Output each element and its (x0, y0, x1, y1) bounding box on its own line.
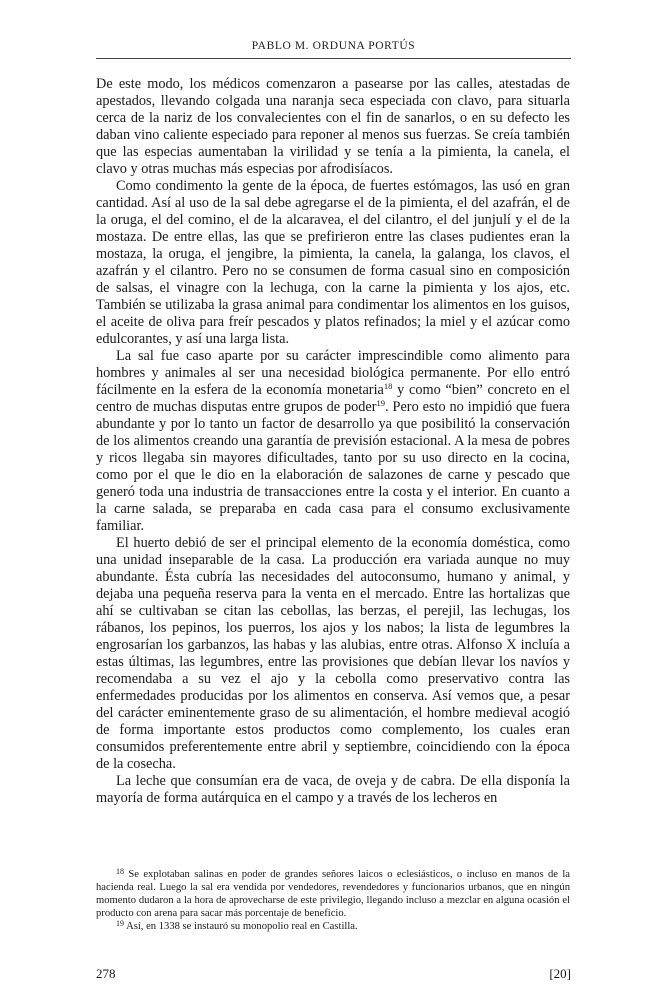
footnote-19-mark: 19 (116, 919, 124, 928)
bracket-page-number: [20] (549, 966, 571, 981)
footnote-18-text: Se explotaban salinas en poder de grandes señores laicos o eclesiásticos, o incluso en manos de la hacienda real. Luego la sal era vendida por vendedores, revendedores y funcionarios urbanos, que en ningún momento dudaron a la hora de aprovecharse de este privilegio, llegando incluso a mezclar en alguna ocasión el producto con arena para sacar más porcentaje de beneficio. (96, 869, 570, 919)
paragraph-5: La leche que consumían era de vaca, de oveja y de cabra. De ella disponía la mayoría de forma autárquica en el campo y a través de los lecheros en (96, 773, 570, 806)
paragraph-2: Como condimento la gente de la época, de fuertes estómagos, las usó en gran cantidad. Así al uso de la sal debe agregarse el de la pimienta, el del azafrán, el de la oruga, el del comino, el de la alcaravea, el del cilantro, el del junjulí y el de la mostaza. De entre ellas, las que se prefirieron entre las clases pudientes eran la mostaza, la oruga, el jengibre, la pimienta, la canela, la galanga, los clavos, el azafrán y el cilantro. Pero no se consumen de forma casual sino en composición de salsas, el vinagre con la lechuga, con la carne la pimienta y los ajos, etc. También se utilizaba la grasa animal para condimentar los alimentos en los guisos, el aceite de oliva para freír pescados y platos refinados; la miel y el azúcar como edulcorantes, y así una larga lista. (96, 178, 570, 347)
body-text (96, 76, 570, 807)
paragraph-3-part-a: La sal fue caso aparte por su carácter imprescindible como alimento para hombres y animales al ser una necesidad biológica permanente. Por ello entró fácilmente en la esfera de la economía monetaria (96, 348, 570, 398)
running-header (96, 40, 571, 59)
footnotes (96, 868, 570, 933)
paragraph-3-part-c: . Pero esto no impidió que fuera abundante y por lo tanto un factor de desarrollo ya que posibilitó la conservación de los alimentos creando una garantía de previsión estacional. A la mesa de pobres y ricos llegaba sin mayores dificultades, tanto por su uso directo en la cocina, como por el que le dio en la elaboración de salazones de carne y pescado que generó toda una industria de transacciones entre la costa y el interior. En cuanto a la carne salada, se preparaba en cada casa para el consumo exclusivamente familiar. (96, 399, 570, 534)
paragraph-4: El huerto debió de ser el principal elemento de la economía doméstica, como una unidad inseparable de la casa. La producción era variada aunque no muy abundante. Ésta cubría las necesidades del autoconsumo, humano y animal, y dejaba una pequeña reserva para la venta en el mercado. Entre las hortalizas que ahí se cultivaban se citan las cebollas, las berzas, el perejil, las lechugas, los rábanos, los pepinos, los puerros, los ajos y los nabos; la lista de legumbres la engrosarían los garbanzos, las habas y las alubias, entre otras. Alfonso X incluía a estas últimas, las legumbres, entre las provisiones que debían llevar los navíos y recomendaba a su vez el ajo y la cebolla como preservativo contra las enfermedades producidas por los alimentos en conserva. Así vemos que, a pesar del carácter eminentemente graso de su alimentación, el hombre medieval acogió de forma importante estos productos como complemento, los cuales eran consumidos preferentemente entre abril y septiembre, coincidiendo con la época de la cosecha. (96, 535, 570, 772)
paragraph-3-part-b: y como “bien” concreto en el centro de muchas disputas entre grupos de poder (96, 382, 570, 415)
footnote-19 (96, 920, 570, 933)
footnote-ref-19[interactable]: 19 (376, 398, 386, 408)
footnote-19-text: Así, en 1338 se instauró su monopolio real en Castilla. (124, 921, 358, 932)
running-title: PABLO M. ORDUNA PORTÚS (251, 40, 416, 52)
paragraph-3 (96, 348, 570, 535)
footnote-ref-18[interactable]: 18 (383, 381, 393, 391)
footnote-18 (96, 868, 570, 920)
footnote-18-mark: 18 (116, 867, 124, 876)
page-number: 278 (96, 966, 116, 981)
paragraph-1: De este modo, los médicos comenzaron a pasearse por las calles, atestadas de apestados, llevando colgada una naranja seca especiada con clavo, para situarla cerca de la nariz de los convalecientes con el fin de sanarlos, o en su defecto les daban vino caliente especiado para reponer al menos sus fuerzas. Se creía también que las especias aumentaban la virilidad y se tenía a la pimienta, la canela, el clavo y otras muchas más especias por afrodisíacos. (96, 76, 570, 177)
